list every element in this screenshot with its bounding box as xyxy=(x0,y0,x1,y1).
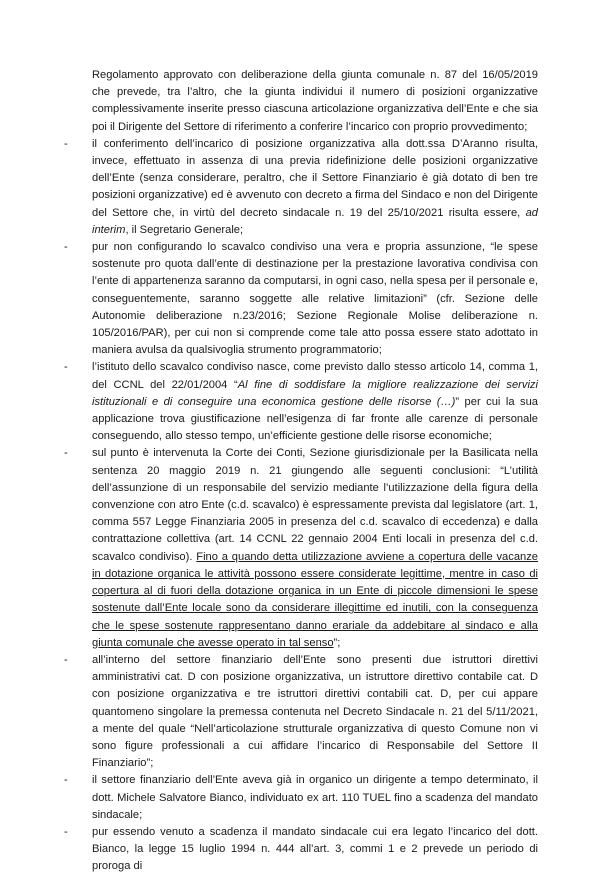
paragraph-text: l’istituto dello scavalco condiviso nasce, come previsto dallo stesso articolo 14, comma 1, del CCNL del 22/01/2004 “ xyxy=(92,361,538,391)
underlined-quote: Fino a quando detta utilizzazione avviene a copertura delle vacanze in dotazione organica le attività possono essere considerate legittime, mentre in caso di copertura al di fuori della dotazione organica in un Ente di piccole dimensioni le spese sostenute dall’Ente locale sono da considerare illegittime ed inutili, con la conseguenza che le spese sostenute rappresentano danno erariale da addebitare al sindaco e alla giunta comunale che avesse operato in tal senso xyxy=(92,550,538,649)
paragraph xyxy=(64,772,538,824)
document-body xyxy=(64,67,538,876)
paragraph xyxy=(64,239,538,359)
paragraph xyxy=(92,67,538,136)
paragraph xyxy=(64,652,538,772)
paragraph xyxy=(64,824,538,876)
paragraph-text: all’interno del settore finanziario dell’Ente sono presenti due istruttori direttivi amministrativi cat. D con posizione organizzativa, un istruttore direttivo contabile cat. D con posizione organizzativa e tre istruttori direttivi contabili cat. D, per cui appare quantomeno singolare la premessa contenuta nel Decreto Sindacale n. 21 del 5/11/2021, a mente del quale “Nell’articolazione strutturale organizzativa di questo Comune non vi sono figure professionali a cui affidare l’incarico di Responsabile del Settore II Finanziario”; xyxy=(92,653,538,770)
paragraph xyxy=(64,359,538,445)
bullet-marker: - xyxy=(64,447,68,460)
paragraph-text: ” per cui la sua applicazione trova giustificazione nell’esigenza di far fronte alle carenze di personale conseguendo, allo stesso tempo, un’efficiente gestione delle risorse economiche; xyxy=(92,395,538,443)
italic-text: ad interim xyxy=(92,206,538,236)
paragraph-text: sul punto è intervenuta la Corte dei Conti, Sezione giurisdizionale per la Basilicata nella sentenza 20 maggio 2019 n. 21 giungendo alle seguenti conclusioni: “L’utilità dell’assunzione di un responsabile del servizio mediante l’utilizzazione della figura della convenzione con atro Ente (c.d. scavalco) è espressamente prevista dal legislatore (art. 1, comma 557 Legge Finanziaria 2005 in presenza del c.d. scavalco di eccedenza) e dalla contrattazione collettiva (art. 14 CCNL 22 gennaio 2004 Enti locali in presenza del c.d. scavalco condiviso). xyxy=(92,447,538,563)
paragraph-text: Regolamento approvato con deliberazione della giunta comunale n. 87 del 16/05/2019 che prevede, tra l’altro, che la giunta individui il numero di posizioni organizzative complessivamente inserite presso ciascuna articolazione organizzativa dell’Ente e che sia poi il Dirigente del Settore di riferimento a conferire l’incarico con proprio provvedimento; xyxy=(92,69,538,133)
bullet-marker: - xyxy=(64,825,68,838)
bullet-marker: - xyxy=(64,653,68,666)
paragraph xyxy=(64,136,538,239)
paragraph-text: pur essendo venuto a scadenza il mandato sindacale cui era legato l’incarico del dott. Bianco, la legge 15 luglio 1994 n. 444 all’art. 3, commi 1 e 2 prevede un periodo di proroga di xyxy=(92,825,538,873)
bullet-marker: - xyxy=(64,361,68,374)
bullet-marker: - xyxy=(64,241,68,254)
paragraph-text: il settore finanziario dell’Ente aveva già in organico un dirigente a tempo determinato, il dott. Michele Salvatore Bianco, individuato ex art. 110 TUEL fino a scadenza del mandato sindacale; xyxy=(92,774,538,821)
paragraph-text: , il Segretario Generale; xyxy=(125,223,244,236)
bullet-marker: - xyxy=(64,774,68,787)
italic-text: Al fine di soddisfare la migliore realizzazione dei servizi istituzionali e di conseguire una economica gestione delle risorse (…) xyxy=(92,378,538,408)
paragraph-text: il conferimento dell’incarico di posizione organizzativa alla dott.ssa D’Aranno risulta, invece, effettuato in assenza di una previa ridefinizione delle posizioni organizzative dell’Ente (senza considerare, peraltro, che il Settore Finanziario è già dotato di ben tre posizioni organizzative) ed è avvenuto con decreto a firma del Sindaco e non del Dirigente del Settore che, in virtù del decreto sindacale n. 19 del 25/10/2021 risulta essere, xyxy=(92,137,538,219)
paragraph-text: ”; xyxy=(333,636,341,649)
paragraph xyxy=(64,445,538,651)
paragraph-text: pur non configurando lo scavalco condiviso una vera e propria assunzione, “le spese sostenute pro quota dall’ente di destinazione per la prestazione lavorativa condivisa con l’ente di appartenenza saranno da computarsi, in ogni caso, nella spesa per il personale e, conseguentemente, saranno soggette alle relative limitazioni” (cfr. Sezione delle Autonomie deliberazione n.23/2016; Sezione Regionale Molise deliberazione n. 105/2016/PAR), per cui non si comprende come tale atto possa essere stato adottato in maniera avulsa da qualsivoglia strumento programmatorio; xyxy=(92,241,538,357)
bullet-marker: - xyxy=(64,137,68,150)
